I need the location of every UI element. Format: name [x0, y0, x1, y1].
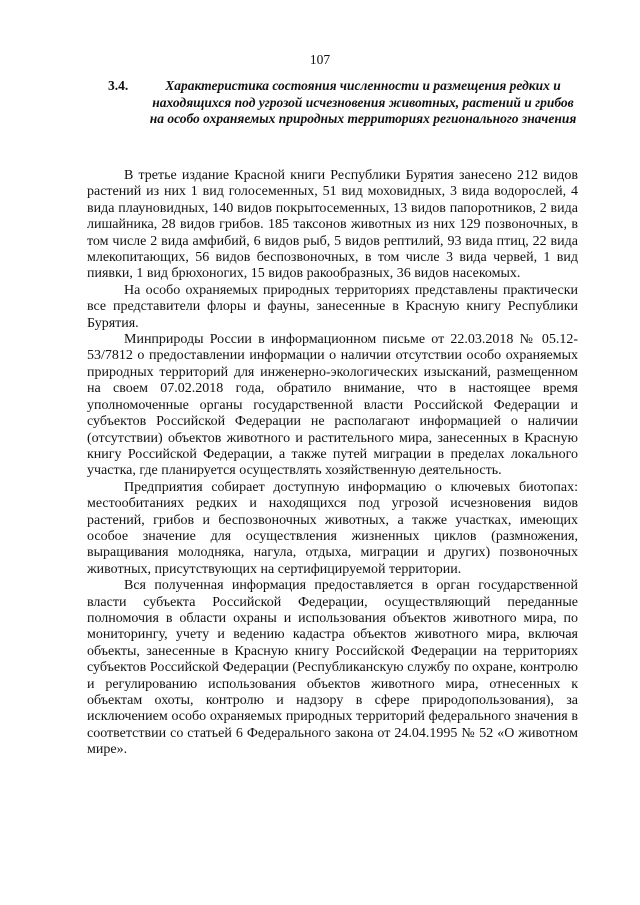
section-title: Характеристика состояния численности и размещения редких и находящихся под угрозой исчезновения животных, растений и грибов на особо охраняемых природных территориях регионального значения [149, 78, 577, 126]
section-heading [108, 78, 578, 128]
page-number: 107 [309, 52, 331, 67]
section-body [87, 168, 578, 759]
section-number: 3.4. [108, 78, 129, 93]
paragraph-information-transfer: Вся полученная информация предоставляется в орган государственной власти субъекта Российской Федерации, осуществляющий переданные полномочия в области охраны и использования объектов животного мира, по мониторингу, учету и ведению кадастра объектов животного мира, включая объекты, занесенные в Красную книгу Российской Федерации на территориях субъектов Российской Федерации (Республиканскую службу по охране, контролю и регулированию использования объектов животного мира, отнесенных к объектам охоты, контролю и надзору в сфере природопользования), за исключением особо охраняемых природных территорий федерального значения в соответствии со статьей 6 Федерального закона от 24.04.1995 № 52 «О животном мире». [87, 578, 578, 758]
paragraph-key-biotopes: Предприятия собирает доступную информацию о ключевых биотопах: местообитаниях редких и находящихся под угрозой исчезновения видов растений, грибов и беспозвоночных животных, а также участках, имеющих особое значение для осуществления жизненных циклов (размножения, выращивания молодняка, нагула, отдыха, миграции и других) позвоночных животных, присутствующих на сертифицируемой территории. [87, 479, 578, 577]
paragraph-protected-areas: На особо охраняемых природных территориях представлены практически все представители флоры и фауны, занесенные в Красную книгу Республики Бурятия. [87, 282, 578, 331]
paragraph-red-book-species: В третье издание Красной книги Республики Бурятия занесено 212 видов растений из них 1 вид голосеменных, 51 вид моховидных, 3 вида водорослей, 4 вида плауновидных, 140 видов покрытосеменных, 13 видов папоротников, 2 вида лишайника, 28 видов грибов. 185 таксонов животных из них 129 позвоночных, в том числе 2 вида амфибий, 6 видов рыб, 5 видов рептилий, 93 вида птиц, 22 вида млекопитающих, 56 видов беспозвоночных, в том числе 3 вида червей, 1 вид пиявки, 1 вид брюхоногих, 15 видов ракообразных, 36 видов насекомых. [87, 168, 578, 282]
paragraph-ministry-letter: Минприроды России в информационном письме от 22.03.2018 № 05.12-53/7812 о предоставлении информации о наличии отсутствии особо охраняемых природных территорий для инженерно-экологических изысканий, размещенном на своем 07.02.2018 года, обратило внимание, что в настоящее время уполномоченные органы государственной власти Российской Федерации и субъектов Российской Федерации не располагают информацией о наличии (отсутствии) объектов животного и растительного мира, занесенных в Красную книгу Российской Федерации, а также путей миграции в пределах локального участка, где планируется осуществлять хозяйственную деятельность. [87, 332, 578, 479]
